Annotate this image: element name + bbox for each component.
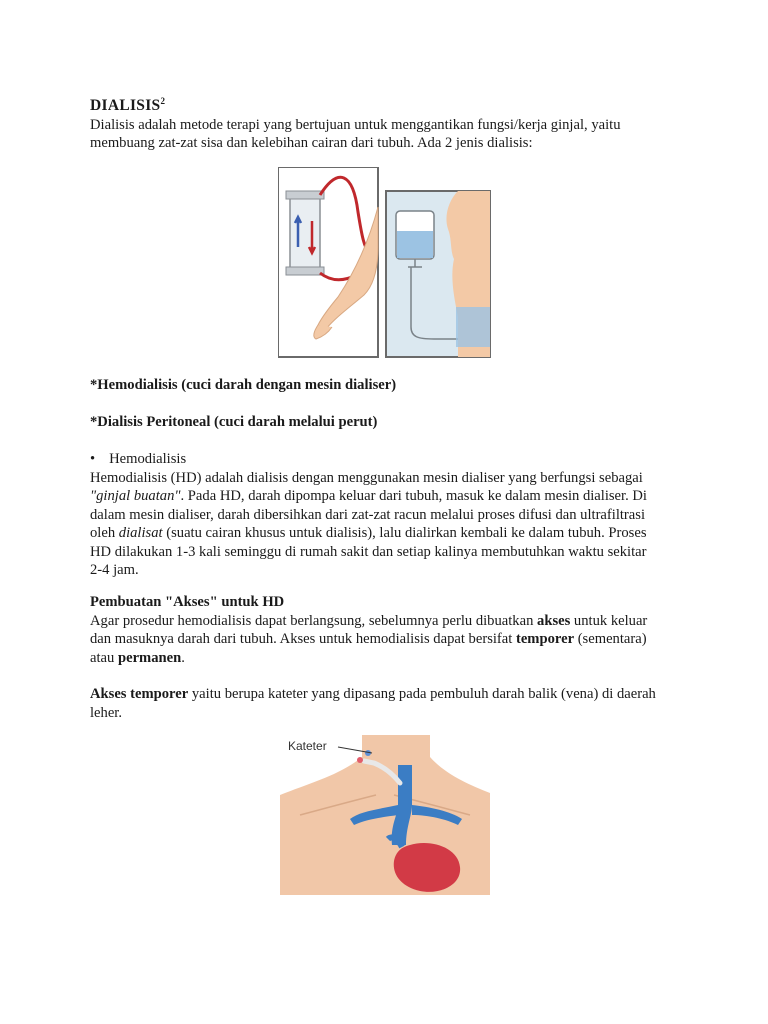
intro-paragraph: Dialisis adalah metode terapi yang bertujuan untuk menggantikan fungsi/kerja ginjal, yaitu membuang zat-zat sisa dan kelebihan cairan dari tubuh. Ada 2 jenis dialisis:: [90, 116, 621, 151]
document-body: [90, 92, 690, 153]
catheter-label: Kateter: [288, 739, 327, 753]
page-title: DIALISIS$^2$: [90, 96, 166, 114]
type-peritoneal: *Dialisis Peritoneal (cuci darah melalui perut): [90, 414, 378, 430]
temporer-section: [90, 685, 690, 722]
catheter-figure: [280, 735, 490, 895]
bullet-item: • Hemodialisis: [90, 451, 187, 467]
hemodialysis-paragraph: Hemodialisis (HD) adalah dialisis dengan menggunakan mesin dialiser yang berfungsi sebagai "ginjal buatan". Pada HD, darah dipompa keluar dari tubuh, masuk ke dalam mesin dialiser. Di dalam mesin dialiser, darah dibersihkan dari zat-zat racun melalui proses difusi dan ultrafiltrasi oleh dialisat (suatu cairan khusus untuk dialisis), lalu dialirkan kembali ke dalam tubuh. Proses HD dilakukan 1-3 kali seminggu di rumah sakit dan setiap kalinya membutuhkan waktu sekitar 2-4 jam.: [90, 469, 647, 578]
akses-heading: Pembuatan "Akses" untuk HD: [90, 594, 285, 610]
akses-paragraph: Agar prosedur hemodialisis dapat berlangsung, sebelumnya perlu dibuatkan akses untuk keluar dan masuknya darah dari tubuh. Akses untuk hemodialisis dapat bersifat temporer (sementara) atau permanen.: [90, 612, 648, 666]
hemodialysis-section: [90, 450, 690, 580]
dialysis-types-illustration: [278, 167, 491, 359]
temporer-paragraph: Akses temporer yaitu berupa kateter yang dipasang pada pembuluh darah balik (vena) di daerah leher.: [90, 686, 656, 721]
catheter-pointer-line: [280, 735, 490, 775]
type-hemodialysis: *Hemodialisis (cuci darah dengan mesin dialiser): [90, 377, 397, 393]
types-list: [90, 376, 690, 432]
akses-section: [90, 593, 690, 667]
dialyzer-icon: [290, 195, 320, 271]
